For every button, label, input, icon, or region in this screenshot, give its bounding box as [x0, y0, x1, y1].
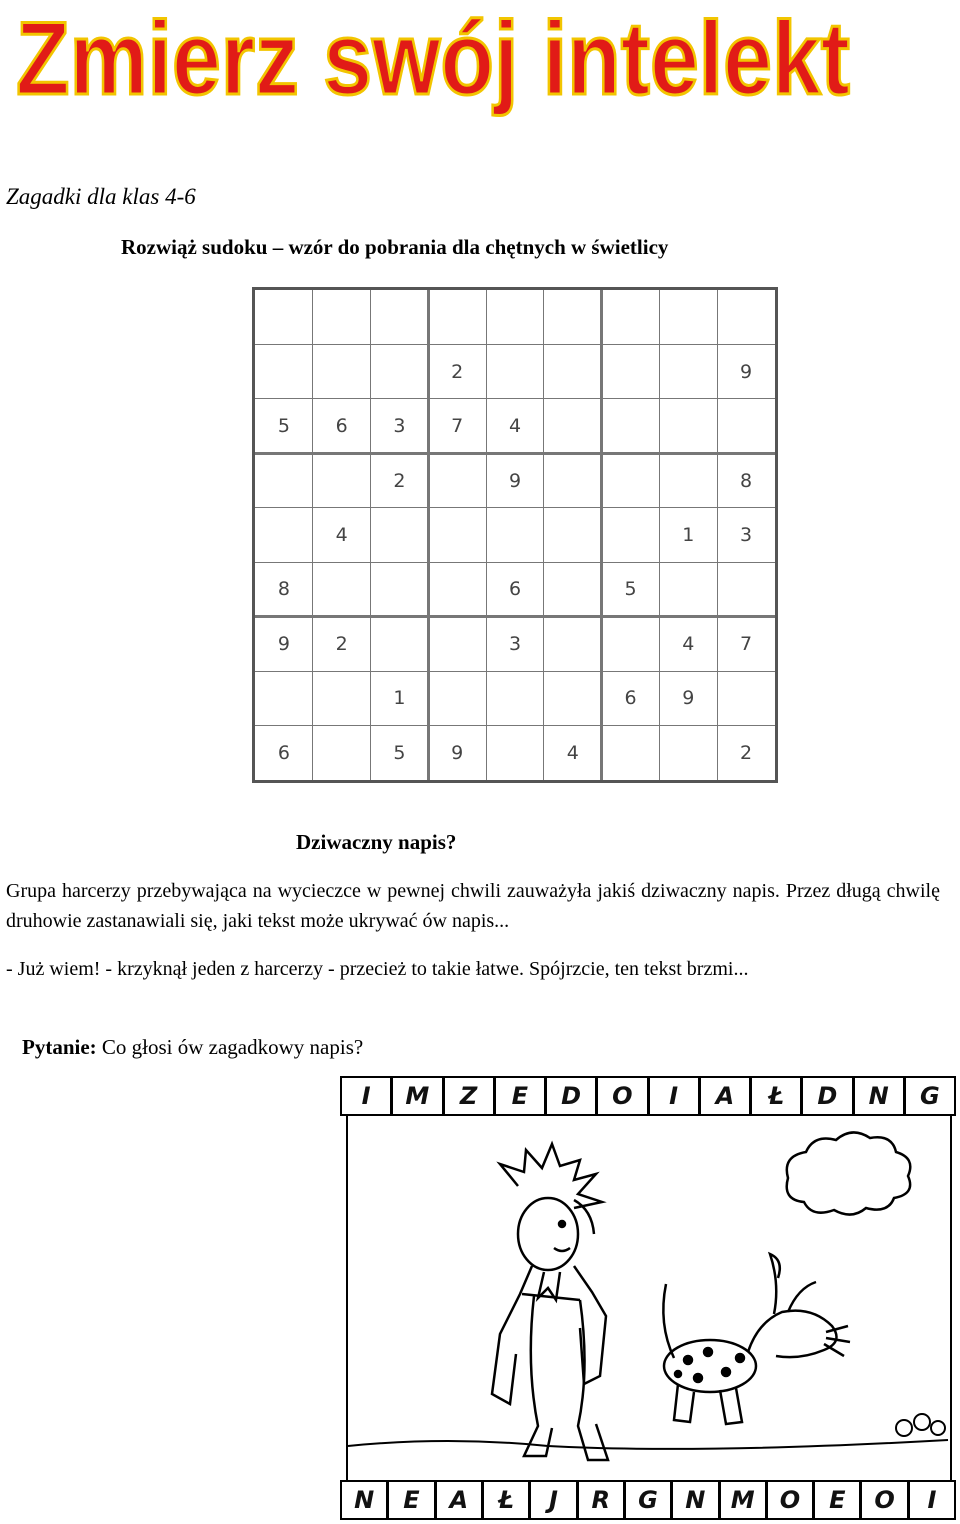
sudoku-cell: 6 [277, 741, 290, 764]
sudoku-cell: 9 [682, 687, 695, 710]
sudoku-cell: 2 [393, 469, 406, 492]
grid-line-horizontal [255, 615, 775, 618]
sudoku-cell: 1 [682, 523, 695, 546]
sudoku-cell [313, 290, 371, 344]
sudoku-cell: 5 [277, 415, 290, 438]
sudoku-cell: 3 [393, 415, 406, 438]
sudoku-cell [313, 726, 371, 780]
sudoku-cell [428, 562, 486, 616]
sudoku-cell: 4 [335, 523, 348, 546]
riddle-paragraph-2: - Już wiem! - krzyknął jeden z harcerzy - przecież to takie łatwe. Spójrzcie, ten tekst brzmi... [6, 958, 749, 980]
sudoku-cell [486, 726, 544, 780]
sudoku-cell [371, 617, 429, 671]
grid-line-vertical [600, 290, 603, 780]
sudoku-cell [428, 453, 486, 507]
strip-letter: A [437, 1482, 484, 1518]
sudoku-cell [255, 290, 313, 344]
strip-letter: O [598, 1078, 649, 1114]
sudoku-cell [371, 290, 429, 344]
strip-letter: R [579, 1482, 626, 1518]
strip-letter: M [721, 1482, 768, 1518]
strip-letter: Ł [752, 1078, 803, 1114]
strip-letter: D [803, 1078, 854, 1114]
sudoku-cell: 8 [740, 469, 753, 492]
sudoku-cell: 5 [393, 741, 406, 764]
sudoku-cell [544, 453, 602, 507]
sudoku-cell [255, 344, 313, 398]
sudoku-cell: 2 [451, 360, 464, 383]
sudoku-cell: 4 [682, 632, 695, 655]
riddle-paragraph-1: Grupa harcerzy przebywająca na wycieczce w pewnej chwili zauważyła jakiś dziwaczny napis. Przez długą chwilę druhowie zastanawiali się, jaki tekst może ukrywać ów napis... [6, 880, 940, 932]
letter-strip-top [340, 1076, 956, 1116]
sudoku-cell [544, 671, 602, 725]
sudoku-cell [602, 344, 660, 398]
sudoku-cell [486, 508, 544, 562]
strip-letter: O [862, 1482, 909, 1518]
comic-frame [346, 1116, 952, 1480]
sudoku-cell: 3 [508, 632, 522, 655]
sudoku-cell [659, 399, 717, 453]
sudoku-cell [602, 399, 660, 453]
sudoku-cell: 6 [624, 687, 637, 710]
grid-line-vertical [370, 290, 371, 780]
grid-line-vertical [659, 290, 660, 780]
sudoku-cell [313, 453, 371, 507]
sudoku-cell [717, 562, 775, 616]
dog-figure [663, 1254, 850, 1424]
sudoku-cell [486, 290, 544, 344]
strip-letter: I [650, 1078, 701, 1114]
sudoku-cell [659, 453, 717, 507]
strip-letter: G [626, 1482, 673, 1518]
sudoku-cell: 6 [335, 415, 348, 438]
flowers-illustration [896, 1414, 945, 1436]
sudoku-cell [371, 344, 429, 398]
subtitle: Zagadki dla klas 4-6 [6, 184, 196, 209]
strip-letter: D [547, 1078, 598, 1114]
sudoku-cell [313, 562, 371, 616]
sudoku-cell: 9 [277, 632, 290, 655]
strip-letter: Ł [484, 1482, 531, 1518]
sudoku-cell [255, 671, 313, 725]
grid-line-horizontal [255, 671, 775, 672]
sudoku-cell: 6 [508, 578, 522, 601]
strip-letter: O [768, 1482, 815, 1518]
sudoku-cell [371, 562, 429, 616]
ground-line [348, 1440, 948, 1449]
sudoku-cell [659, 562, 717, 616]
sudoku-cell [602, 290, 660, 344]
scout-figure [492, 1144, 608, 1460]
sudoku-cell: 7 [451, 415, 464, 438]
sudoku-cell: 8 [277, 578, 290, 601]
question-label: Pytanie: [22, 1035, 97, 1059]
strip-letter: A [701, 1078, 752, 1114]
title-banner [14, 1, 854, 117]
grid-line-horizontal [255, 562, 775, 563]
sudoku-cell: 1 [393, 687, 406, 710]
comic-drawing [348, 1116, 950, 1480]
sudoku-heading: Rozwiąż sudoku – wzór do pobrania dla chętnych w świetlicy [121, 235, 669, 259]
strip-letter: N [673, 1482, 720, 1518]
sudoku-cell [717, 290, 775, 344]
grid-line-vertical [427, 290, 430, 780]
sudoku-cell [255, 453, 313, 507]
sudoku-cell [659, 344, 717, 398]
sudoku-cell: 2 [740, 741, 753, 764]
sudoku-cell: 4 [508, 415, 522, 438]
strip-letter: E [815, 1482, 862, 1518]
grid-line-horizontal [255, 507, 775, 508]
sudoku-cell [602, 453, 660, 507]
sudoku-cell [717, 671, 775, 725]
strip-letter: I [342, 1078, 393, 1114]
strip-letter: M [393, 1078, 444, 1114]
sudoku-cell [486, 344, 544, 398]
sudoku-cell [602, 726, 660, 780]
strip-letter: E [496, 1078, 547, 1114]
question-text: Co głosi ów zagadkowy napis? [101, 1035, 364, 1059]
grid-line-horizontal [255, 725, 775, 726]
sudoku-cell: 2 [335, 632, 348, 655]
sudoku-cell [544, 508, 602, 562]
sudoku-cell [544, 562, 602, 616]
sudoku-cell: 5 [624, 578, 637, 601]
grid-line-horizontal [255, 452, 775, 455]
sudoku-grid [252, 287, 778, 783]
sudoku-cell [544, 399, 602, 453]
sudoku-cell [313, 671, 371, 725]
sudoku-cell [313, 344, 371, 398]
sudoku-cell [371, 508, 429, 562]
sudoku-cell [544, 344, 602, 398]
sudoku-cell [428, 671, 486, 725]
cloud-illustration [787, 1132, 911, 1214]
strip-letter: G [920, 1082, 940, 1110]
sudoku-cell: 7 [740, 632, 753, 655]
strip-letter: N [855, 1078, 906, 1114]
grid-line-vertical [717, 290, 718, 780]
strip-letter: Z [445, 1078, 496, 1114]
sudoku-cell [659, 290, 717, 344]
sudoku-cell: 9 [451, 741, 464, 764]
grid-line-vertical [543, 290, 544, 780]
sudoku-cell [428, 290, 486, 344]
letter-strip-bottom [340, 1480, 956, 1520]
strip-letter: N [342, 1482, 389, 1518]
sudoku-cell [544, 290, 602, 344]
strip-letter: J [531, 1482, 578, 1518]
strip-letter: E [389, 1482, 436, 1518]
sudoku-cell [428, 508, 486, 562]
grid-line-horizontal [255, 398, 775, 399]
sudoku-cell [602, 508, 660, 562]
grid-line-vertical [486, 290, 487, 780]
comic-illustration [340, 1076, 956, 1522]
grid-line-vertical [312, 290, 313, 780]
question [22, 1035, 363, 1060]
sudoku-cell: 3 [740, 523, 753, 546]
grid-line-horizontal [255, 344, 775, 345]
sudoku-cell: 9 [740, 360, 753, 383]
strip-letter: I [927, 1486, 937, 1514]
sudoku-cell: 4 [566, 741, 579, 764]
sudoku-cell [428, 617, 486, 671]
riddle-title: Dziwaczny napis? [296, 830, 457, 854]
sudoku-cell [486, 671, 544, 725]
sudoku-cell [602, 617, 660, 671]
sudoku-cell [255, 508, 313, 562]
sudoku-cell [544, 617, 602, 671]
sudoku-cell [659, 726, 717, 780]
page-title: Zmierz swój intelekt [16, 1, 850, 117]
sudoku-cell [717, 399, 775, 453]
sudoku-cell: 9 [508, 469, 522, 492]
